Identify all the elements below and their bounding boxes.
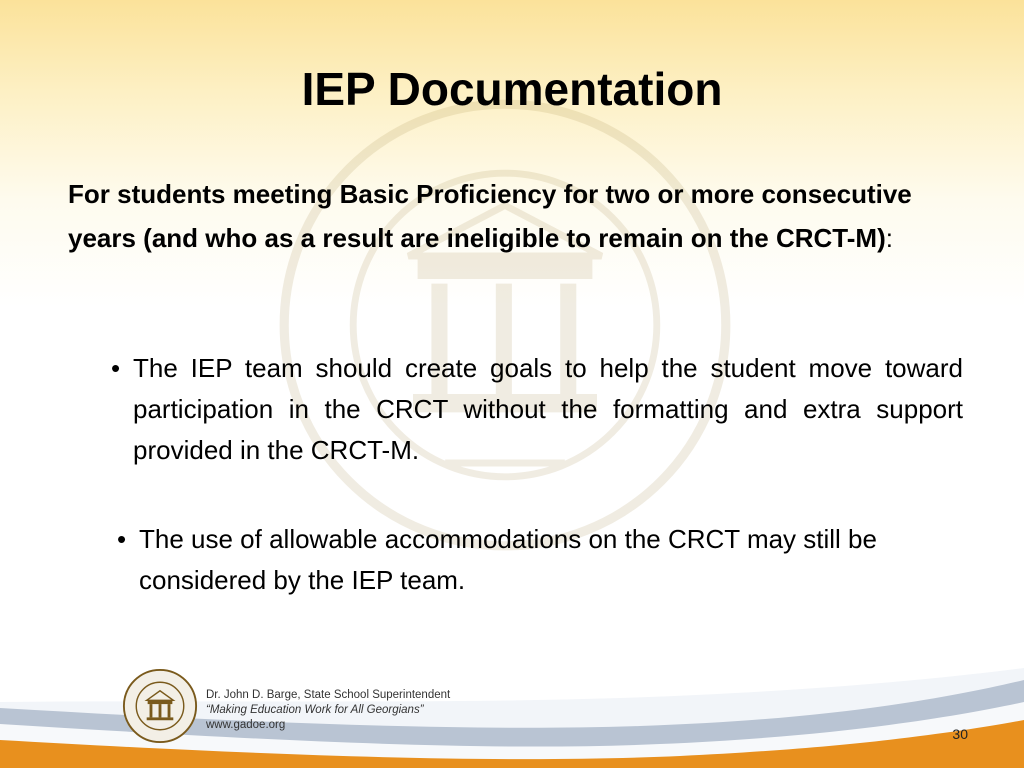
department-seal-logo-icon (122, 668, 198, 744)
bullet-icon: • (117, 524, 127, 554)
intro-bold-text: For students meeting Basic Proficiency for two or more consecutive years (and who as a result are ineligible to remain on the CRCT-M) (68, 179, 912, 253)
bullet-item-1 (111, 348, 963, 471)
footer-text (206, 688, 450, 733)
intro-text (68, 172, 938, 260)
bullet-item-2 (117, 519, 939, 601)
intro-colon: : (885, 223, 893, 253)
seal-watermark-icon (275, 95, 735, 555)
slide-title: IEP Documentation (301, 63, 723, 115)
footer-slogan: “Making Education Work for All Georgians” (206, 704, 424, 716)
page-number: 30 (952, 726, 968, 742)
superintendent-name: Dr. John D. Barge, State School Superintendent (206, 689, 451, 701)
bullet-text: The IEP team should create goals to help the student move toward participation in the CRCT without the formatting and extra support provided in the CRCT-M. (133, 353, 963, 465)
bullet-text: The use of allowable accommodations on the CRCT may still be considered by the IEP team. (139, 524, 877, 595)
bullet-icon: • (111, 353, 121, 383)
footer-website-link[interactable]: www.gadoe.org (206, 719, 286, 731)
